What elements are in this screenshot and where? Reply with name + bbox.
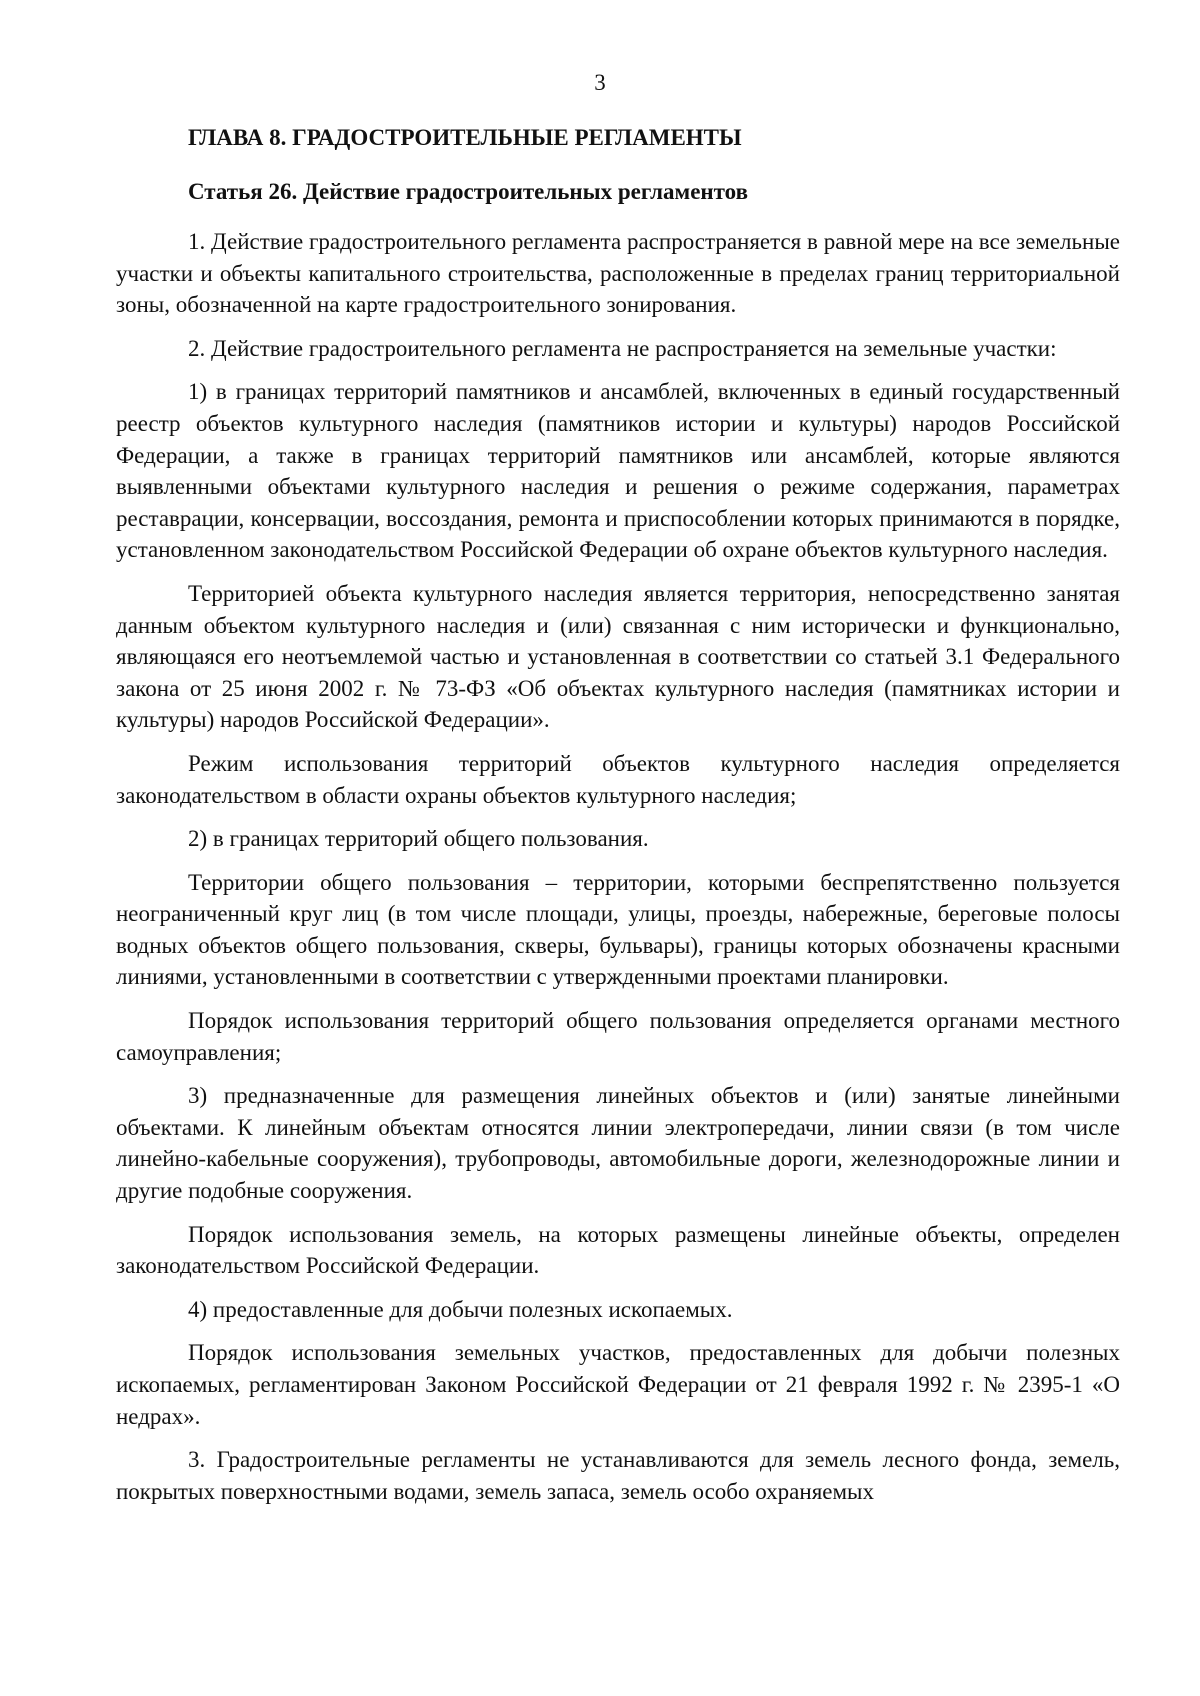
paragraph-mining-order: Порядок использования земельных участков, предоставленных для добычи полезных ископаемых, регламентирован Законом Российской Федерации от 21 февраля 1992 г. № 2395-1 «О недрах». bbox=[116, 1340, 1120, 1429]
paragraph-heritage-territory-definition: Территорией объекта культурного наследия является территория, непосредственно занятая данным объектом культурного наследия и (или) связанная с ним исторически и функционально, являющаяся его неотъемлемой частью и установленная в соответствии со статьей 3.1 Федерального закона от 25 июня 2002 г. № 73-ФЗ «Об объектах культурного наследия (памятниках истории и культуры) народов Российской Федерации». bbox=[116, 580, 1120, 733]
document-body bbox=[116, 122, 1120, 1519]
paragraph-clause-2: 2. Действие градостроительного регламента не распространяется на земельные участки: bbox=[188, 335, 1057, 361]
paragraph-clause-3: 3. Градостроительные регламенты не устанавливаются для земель лесного фонда, земель, покрытых поверхностными водами, земель запаса, земель особо охраняемых bbox=[116, 1447, 1120, 1504]
paragraph-public-territories-order: Порядок использования территорий общего пользования определяется органами местного самоуправления; bbox=[116, 1008, 1120, 1065]
paragraph-item-3-linear-objects: 3) предназначенные для размещения линейных объектов и (или) занятые линейными объектами. К линейным объектам относятся линии электропередачи, линии связи (в том числе линейно-кабельные сооружения), трубопроводы, автомобильные дороги, железнодорожные линии и другие подобные сооружения. bbox=[116, 1083, 1120, 1204]
paragraph-clause-1: 1. Действие градостроительного регламента распространяется в равной мере на все земельные участки и объекты капитального строительства, расположенные в пределах границ территориальной зоны, обозначенной на карте градостроительного зонирования. bbox=[116, 229, 1120, 318]
paragraph-item-4-mining: 4) предоставленные для добычи полезных ископаемых. bbox=[188, 1296, 733, 1322]
chapter-title: ГЛАВА 8. ГРАДОСТРОИТЕЛЬНЫЕ РЕГЛАМЕНТЫ bbox=[188, 125, 742, 150]
paragraph-linear-objects-order: Порядок использования земель, на которых размещены линейные объекты, определен законодательством Российской Федерации. bbox=[116, 1221, 1120, 1279]
page-number: 3 bbox=[594, 70, 606, 95]
paragraph-heritage-usage-regime: Режим использования территорий объектов культурного наследия определяется законодательством в области охраны объектов культурного наследия; bbox=[116, 750, 1120, 808]
paragraph-item-1-cultural-heritage: 1) в границах территорий памятников и ансамблей, включенных в единый государственный реестр объектов культурного наследия (памятников истории и культуры) народов Российской Федерации, а также в границах территорий памятников или ансамблей, которые являются выявленными объектами культурного наследия и решения о режиме содержания, параметрах реставрации, консервации, воссоздания, ремонта и приспособлении которых принимаются в порядке, установленном законодательством Российской Федерации об охране объектов культурного наследия. bbox=[116, 379, 1120, 563]
article-title: Статья 26. Действие градостроительных регламентов bbox=[188, 179, 749, 204]
paragraph-public-territories-definition: Территории общего пользования – территории, которыми беспрепятственно пользуется неограниченный круг лиц (в том числе площади, улицы, проезды, набережные, береговые полосы водных объектов общего пользования, скверы, бульвары), границы которых обозначены красными линиями, установленными в соответствии с утвержденными проектами планировки. bbox=[116, 869, 1120, 990]
paragraph-item-2-public-territories: 2) в границах территорий общего пользования. bbox=[188, 826, 649, 852]
